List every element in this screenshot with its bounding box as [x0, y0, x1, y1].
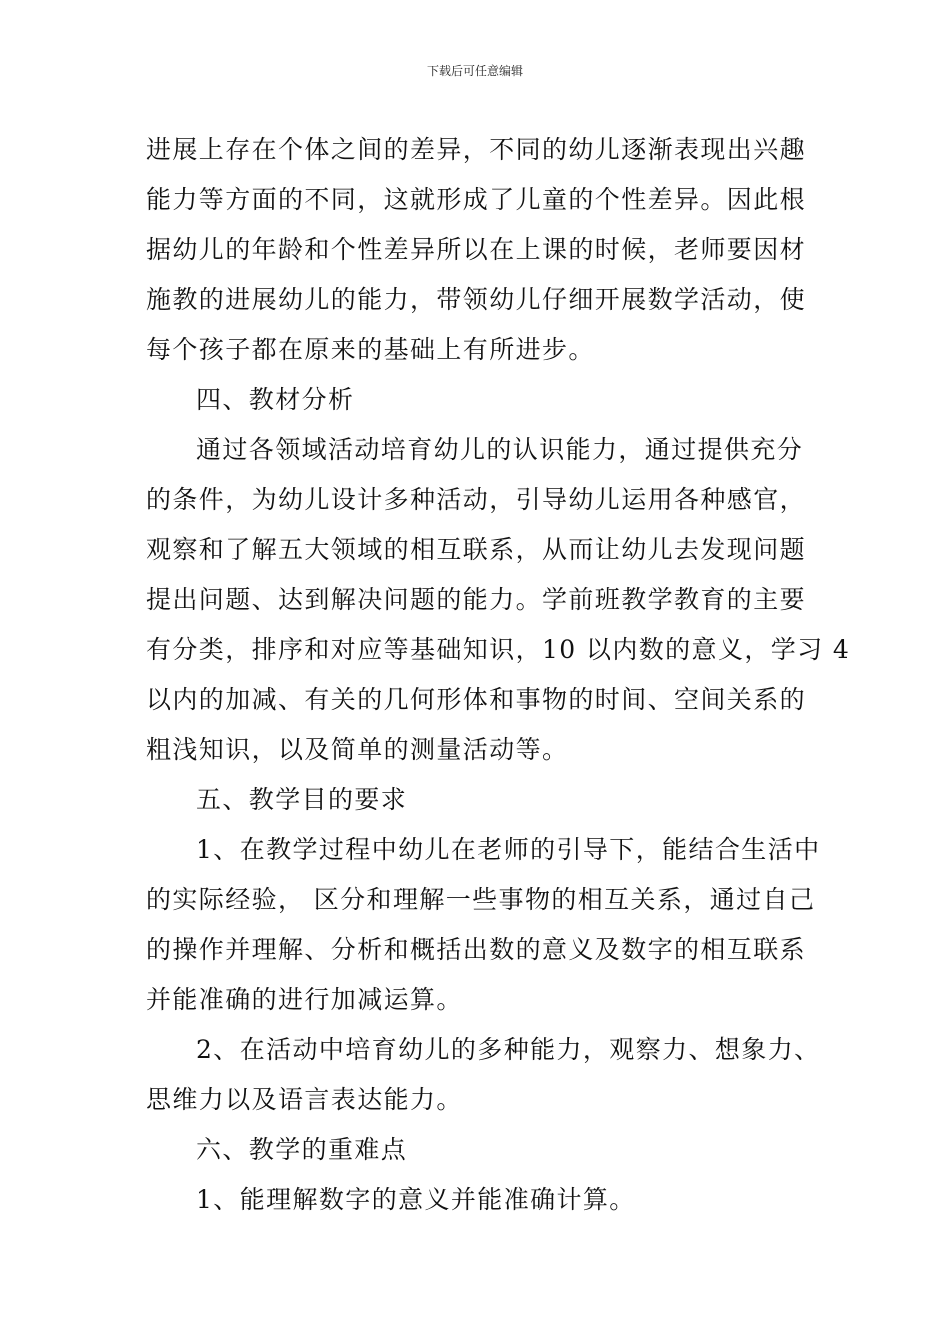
text-line: 以内的加减、有关的几何形体和事物的时间、空间关系的 — [146, 685, 807, 714]
text-line: 进展上存在个体之间的差异，不同的幼儿逐渐表现出兴趣 — [146, 135, 807, 164]
text-line: 每个孩子都在原来的基础上有所进步。 — [146, 335, 595, 364]
text-line: 的操作并理解、分析和概括出数的意义及数字的相互联系 — [146, 935, 807, 964]
text-line: 施教的进展幼儿的能力，带领幼儿仔细开展数学活动，使 — [146, 285, 807, 314]
text-line: 提出问题、达到解决问题的能力。学前班教学教育的主要 — [146, 585, 807, 614]
section-heading: 五、教学目的要求 — [196, 785, 408, 814]
text-line: 有分类，排序和对应等基础知识，10 以内数的意义，学习 4 — [146, 635, 851, 664]
text-line: 1、能理解数字的意义并能准确计算。 — [196, 1185, 636, 1214]
text-line: 思维力以及语言表达能力。 — [146, 1085, 463, 1114]
text-line: 的条件，为幼儿设计多种活动，引导幼儿运用各种感官， — [146, 485, 807, 514]
text-line: 通过各领域活动培育幼儿的认识能力，通过提供充分 — [196, 435, 804, 464]
text-line: 的实际经验， 区分和理解一些事物的相互关系，通过自己 — [146, 885, 816, 914]
text-line: 1、在教学过程中幼儿在老师的引导下，能结合生活中 — [196, 835, 821, 864]
text-line: 据幼儿的年龄和个性差异所以在上课的时候，老师要因材 — [146, 235, 807, 264]
section-heading: 六、教学的重难点 — [196, 1135, 408, 1164]
page-header-note: 下载后可任意编辑 — [426, 64, 523, 78]
text-line: 2、在活动中培育幼儿的多种能力，观察力、想象力、 — [196, 1035, 821, 1064]
section-heading: 四、教材分析 — [196, 385, 355, 414]
text-line: 粗浅知识，以及简单的测量活动等。 — [146, 735, 569, 764]
text-line: 观察和了解五大领域的相互联系，从而让幼儿去发现问题 — [146, 535, 807, 564]
text-line: 并能准确的进行加减运算。 — [146, 985, 463, 1014]
text-line: 能力等方面的不同，这就形成了儿童的个性差异。因此根 — [146, 185, 807, 214]
